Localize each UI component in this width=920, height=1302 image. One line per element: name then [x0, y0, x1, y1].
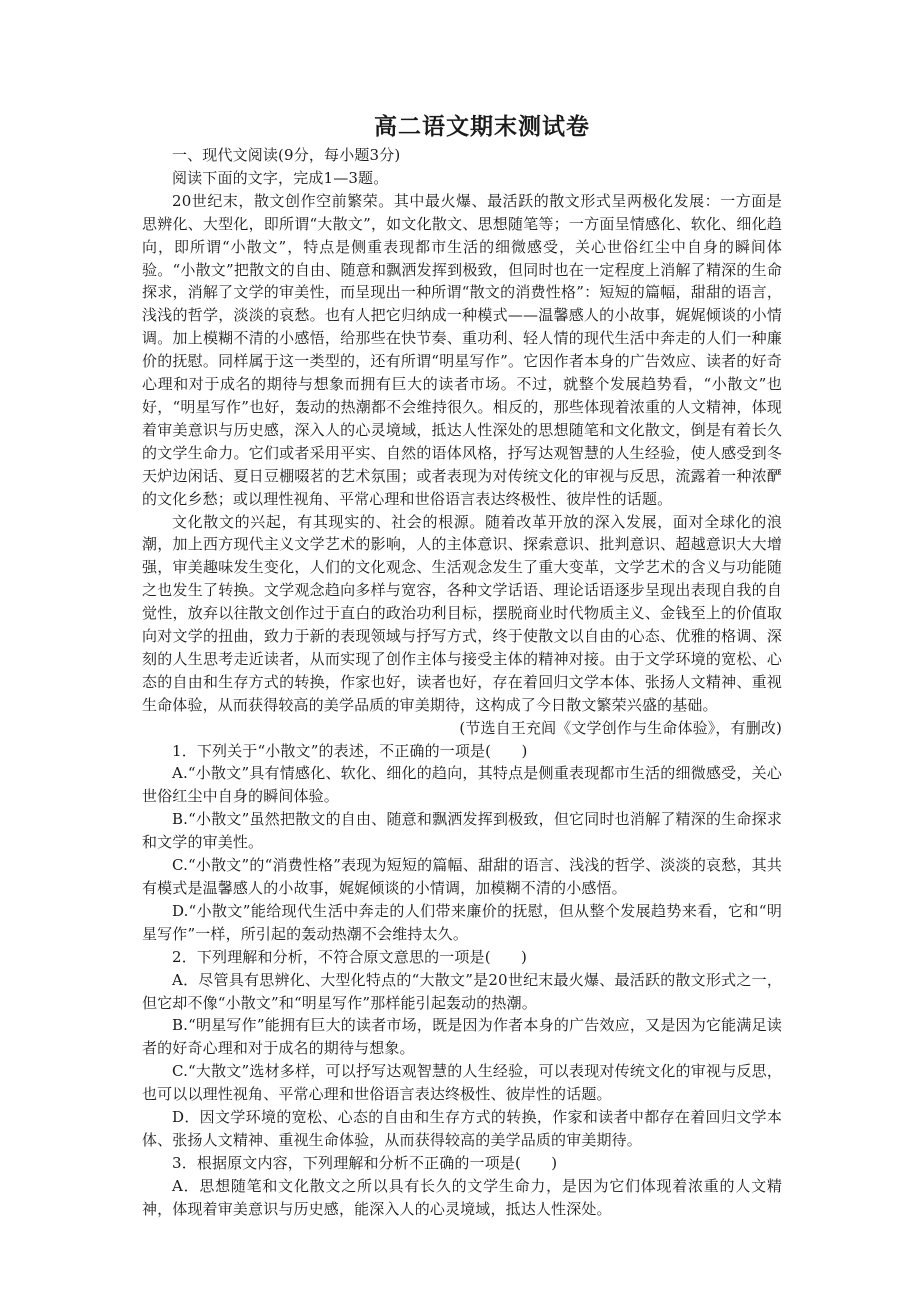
question-stem: 2．下列理解和分析，不符合原文意思的一项是( ) [172, 947, 527, 966]
question-block [142, 946, 782, 1152]
passage-paragraph: 20世纪末，散文创作空前繁荣。其中最火爆、最活跃的散文形式呈两极化发展：一方面是思辨化、大型化，即所谓“大散文”，如文化散文、思想随笔等；一方面呈情感化、软化、细化趋向，即所谓“小散文”，特点是侧重表现都市生活的细微感受，关心世俗红尘中自身的瞬间体验。“小散文”把散文的自由、随意和飘洒发挥到极致，但同时也在一定程度上消解了精深的生命探求，消解了文学的审美性，而呈现出一种所谓“散文的消费性格”：短短的篇幅，甜甜的语言，浅浅的哲学，淡淡的哀愁。也有人把它归纳成一种模式——温馨感人的小故事，娓娓倾谈的小情调。加上模糊不清的小感悟，给那些在快节奏、重功利、轻人情的现代生活中奔走的人们一种廉价的抚慰。同样属于这一类型的，还有所谓“明星写作”。它因作者本身的广告效应、读者的好奇心理和对于成名的期待与想象而拥有巨大的读者市场。不过，就整个发展趋势看，“小散文”也好，“明星写作”也好，轰动的热潮都不会维持很久。相反的，那些体现着浓重的人文精神，体现着审美意识与历史感，深入人的心灵境域，抵达人性深处的思想随笔和文化散文，倒是有着长久的文学生命力。它们或者采用平实、自然的语体风格，抒写达观智慧的人生经验，使人感受到冬天炉边闲话、夏日豆棚啜茗的艺术氛围；或者表现为对传统文化的审视与反思，流露着一种浓酽的文化乡愁；或以理性视角、平常心理和世俗语言表达终极性、彼岸性的话题。 [142, 191, 782, 508]
answer-option: B.“明星写作”能拥有巨大的读者市场，既是因为作者本身的广告效应，又是因为它能满足读者的好奇心理和对于成名的期待与想象。 [142, 1016, 782, 1058]
answer-option: D.“小散文”能给现代生活中奔走的人们带来廉价的抚慰，但从整个发展趋势来看，它和“明星写作”一样，所引起的轰动热潮不会维持太久。 [142, 901, 782, 943]
answer-option: A．尽管具有思辨化、大型化特点的“大散文”是20世纪末最火爆、最活跃的散文形式之一，但它却不像“小散文”和“明星写作”那样能引起轰动的热潮。 [142, 970, 782, 1012]
answer-option: A．思想随笔和文化散文之所以具有长久的文学生命力，是因为它们体现着浓重的人文精神，体现着审美意识与历史感，能深入人的心灵境域，抵达人性深处。 [142, 1176, 782, 1218]
question-stem: 3．根据原文内容，下列理解和分析不正确的一项是( ) [172, 1153, 558, 1172]
section-heading: 一、现代文阅读(9分，每小题3分) [172, 146, 401, 164]
question-stem: 1．下列关于“小散文”的表述，不正确的一项是( ) [172, 741, 528, 760]
answer-option: C.“大散文”选材多样，可以抒写达观智慧的人生经验，可以表现对传统文化的审视与反思，也可以以理性视角、平常心理和世俗语言表达终极性、彼岸性的话题。 [142, 1062, 782, 1104]
question-block [142, 740, 782, 946]
source-note: (节选自王充闾《文学创作与生命体验》，有删改) [459, 718, 782, 737]
answer-option: A.“小散文”具有情感化、软化、细化的趋向，其特点是侧重表现都市生活的细微感受，关心世俗红尘中自身的瞬间体验。 [142, 764, 782, 806]
passage-paragraph: 文化散文的兴起，有其现实的、社会的根源。随着改革开放的深入发展，面对全球化的浪潮，加上西方现代主义文学艺术的影响，人的主体意识、探索意识、批判意识、超越意识大大增强，审美趣味发生变化，人们的文化观念、生活观念发生了重大变革，文学艺术的含义与功能随之也发生了转换。文学观念趋向多样与宽容，各种文学话语、理论话语逐步呈现出表现自我的自觉性，放弃以往散文创作过于直白的政治功利目标，摆脱商业时代物质主义、金钱至上的价值取向对文学的扭曲，致力于新的表现领域与抒写方式，终于使散文以自由的心态、优雅的格调、深刻的人生思考走近读者，从而实现了创作主体与接受主体的精神对接。由于文学环境的宽松、心态的自由和生存方式的转换，作家也好，读者也好，存在着回归文学本体、张扬人文精神、重视生命体验，从而获得较高的美学品质的审美期待，这构成了今日散文繁荣兴盛的基础。 [142, 512, 782, 714]
page-title: 高二语文期末测试卷 [374, 113, 590, 140]
question-block [142, 1152, 782, 1221]
reading-instruction: 阅读下面的文字，完成1—3题。 [172, 168, 389, 187]
answer-option: D．因文学环境的宽松、心态的自由和生存方式的转换，作家和读者中都存在着回归文学本体、张扬人文精神、重视生命体验，从而获得较高的美学品质的审美期待。 [142, 1108, 782, 1149]
answer-option: C.“小散文”的“消费性格”表现为短短的篇幅、甜甜的语言、浅浅的哲学、淡淡的哀愁，其共有模式是温馨感人的小故事，娓娓倾谈的小情调，加模糊不清的小感悟。 [142, 856, 782, 897]
exam-content [142, 112, 782, 1221]
answer-option: B.“小散文”虽然把散文的自由、随意和飘洒发挥到极致，但它同时也消解了精深的生命探求和文学的审美性。 [142, 810, 782, 852]
